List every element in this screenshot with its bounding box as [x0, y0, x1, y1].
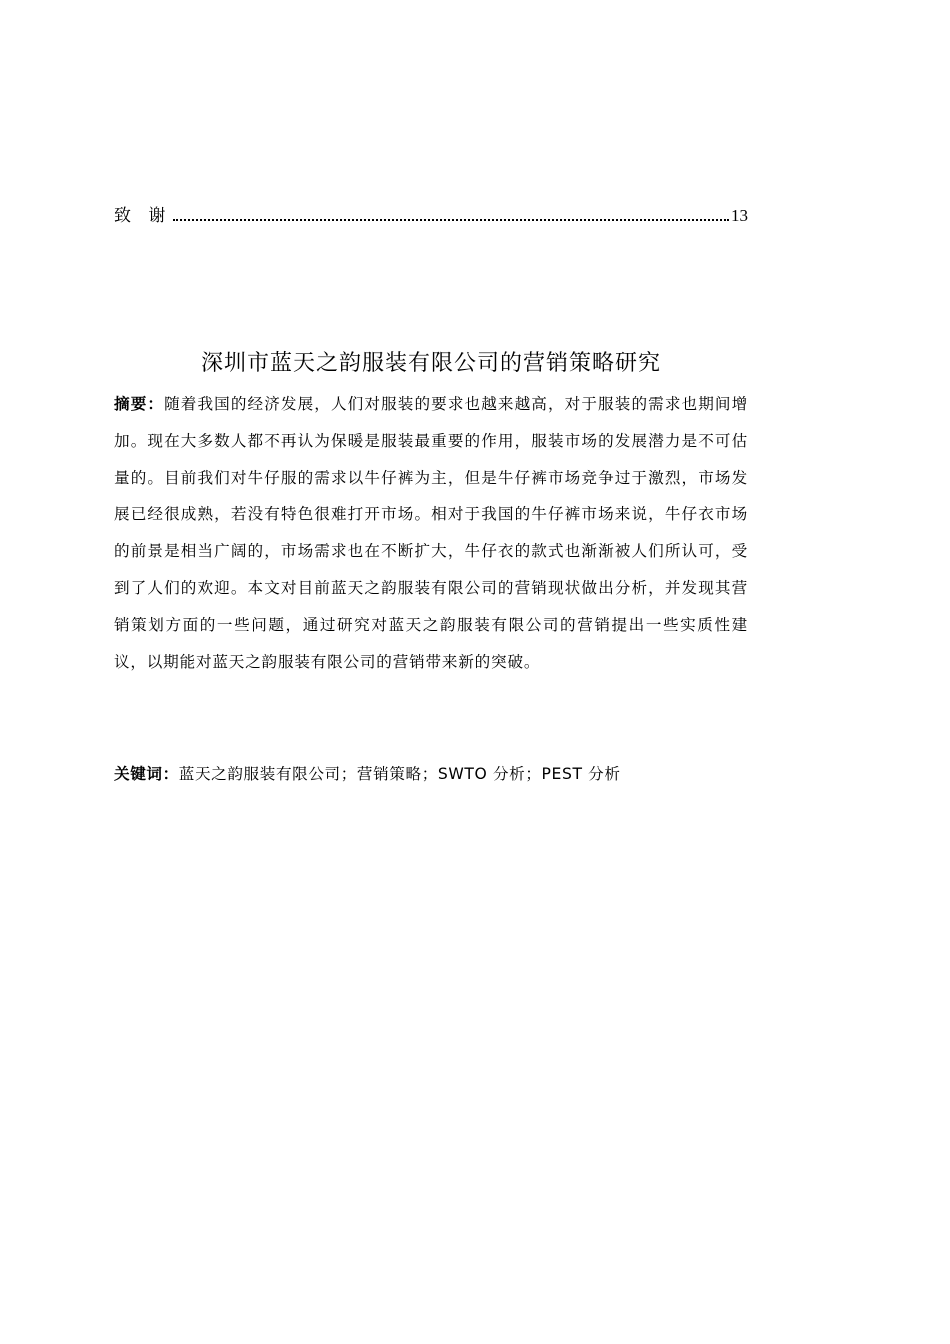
toc-entry-page-number: 13 [731, 206, 748, 225]
keywords-text: 蓝天之韵服装有限公司；营销策略；SWTO 分析；PEST 分析 [178, 765, 621, 783]
abstract-text: 随着我国的经济发展，人们对服装的要求也越来越高，对于服装的需求也期间增加。现在大多数人都不再认为保暖是服装最重要的作用，服装市场的发展潜力是不可估量的。目前我们对牛仔服的需求以牛仔裤为主，但是牛仔裤市场竞争过于激烈，市场发展已经很成熟，若没有特色很难打开市场。相对于我国的牛仔裤市场来说，牛仔衣市场的前景是相当广阔的，市场需求也在不断扩大，牛仔衣的款式也渐渐被人们所认可，受到了人们的欢迎。本文对目前蓝天之韵服装有限公司的营销现状做出分析，并发现其营销策划方面的一些问题，通过研究对蓝天之韵服装有限公司的营销提出一些实质性建议，以期能对蓝天之韵服装有限公司的营销带来新的突破。 [114, 395, 748, 671]
abstract-label: 摘要： [114, 395, 165, 413]
paper-title: 深圳市蓝天之韵服装有限公司的营销策略研究 [200, 351, 661, 376]
toc-dot-leader [173, 218, 729, 221]
abstract-paragraph [114, 386, 748, 680]
toc-entry-acknowledgements[interactable] [114, 204, 748, 228]
keywords-label: 关键词： [114, 765, 179, 783]
toc-entry-label: 致 谢 [114, 206, 172, 226]
keywords-line [114, 760, 748, 788]
